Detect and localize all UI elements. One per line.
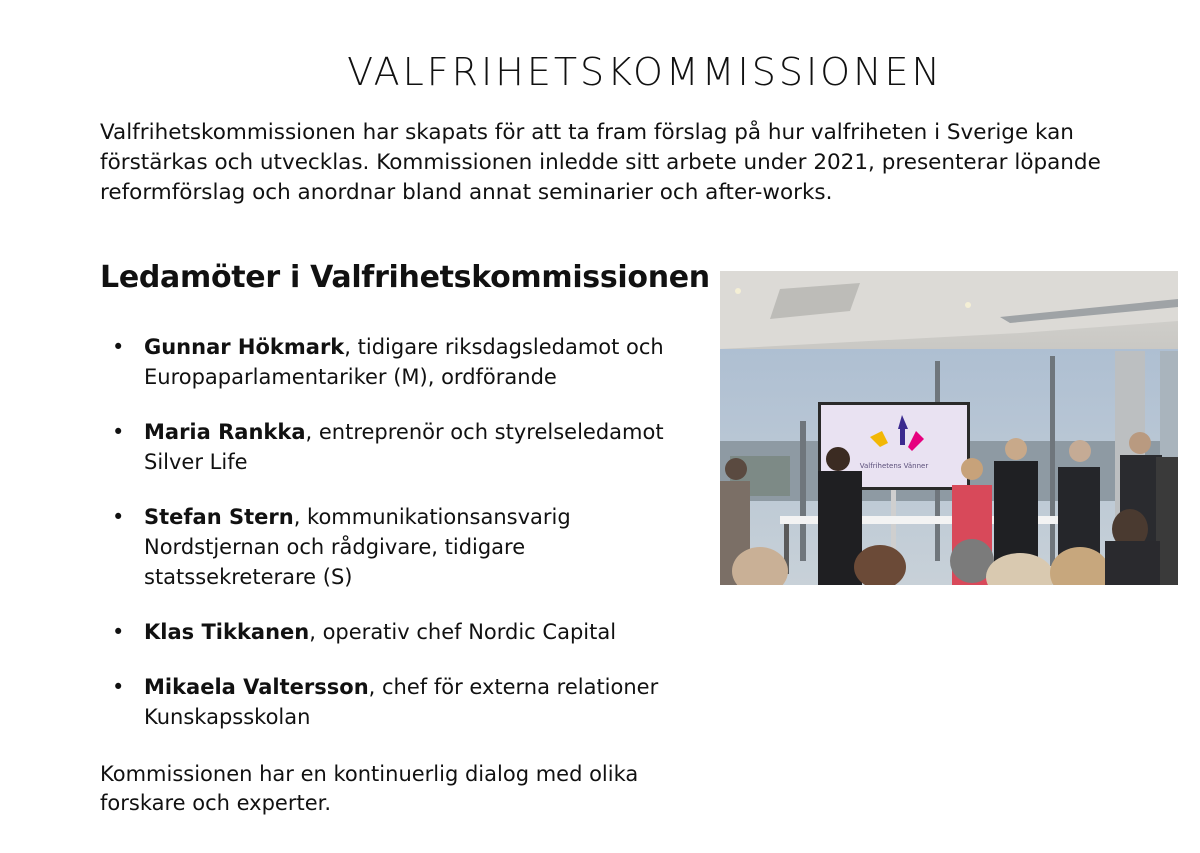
list-item bbox=[112, 502, 692, 592]
intro-paragraph: Valfrihetskommissionen har skapats för att ta fram förslag på hur valfriheten i Sverige kan förstärkas och utvecklas. Kommissionen inledde sitt arbete under 2021, presenterar löpande reformförslag och anordnar bland annat seminarier och after-works. bbox=[100, 120, 1101, 205]
member-description: , kommunikationsansvarig Nordstjernan och rådgivare, tidigare statssekreterare (S) bbox=[144, 505, 571, 589]
member-name: Stefan Stern bbox=[144, 505, 294, 529]
bullet-icon: • bbox=[112, 675, 125, 699]
member-description: , entreprenör och styrelseledamot Silver Life bbox=[144, 420, 664, 474]
list-item bbox=[112, 617, 692, 647]
closing-paragraph: Kommissionen har en kontinuerlig dialog med olika forskare och experter. bbox=[100, 762, 639, 815]
member-name: Mikaela Valtersson bbox=[144, 675, 369, 699]
list-item bbox=[112, 672, 692, 732]
member-description: , tidigare riksdagsledamot och Europaparlamentariker (M), ordförande bbox=[144, 335, 664, 389]
screen-logo-text: Valfrihetens Vänner bbox=[859, 462, 929, 470]
bullet-icon: • bbox=[112, 420, 125, 444]
list-item bbox=[112, 332, 692, 392]
bullet-icon: • bbox=[112, 620, 125, 644]
bullet-icon: • bbox=[112, 505, 125, 529]
member-name: Maria Rankka bbox=[144, 420, 306, 444]
page-title: VALFRIHETSKOMMISSIONEN bbox=[347, 50, 943, 94]
member-description: , chef för externa relationer Kunskapsskolan bbox=[144, 675, 659, 729]
list-item bbox=[112, 417, 692, 477]
member-name: Klas Tikkanen bbox=[144, 620, 310, 644]
bullet-icon: • bbox=[112, 335, 125, 359]
member-name: Gunnar Hökmark bbox=[144, 335, 345, 359]
member-description: , operativ chef Nordic Capital bbox=[309, 620, 617, 644]
members-list bbox=[112, 332, 692, 757]
seminar-photo bbox=[720, 271, 1178, 585]
members-heading: Ledamöter i Valfrihetskommissionen bbox=[100, 260, 710, 295]
